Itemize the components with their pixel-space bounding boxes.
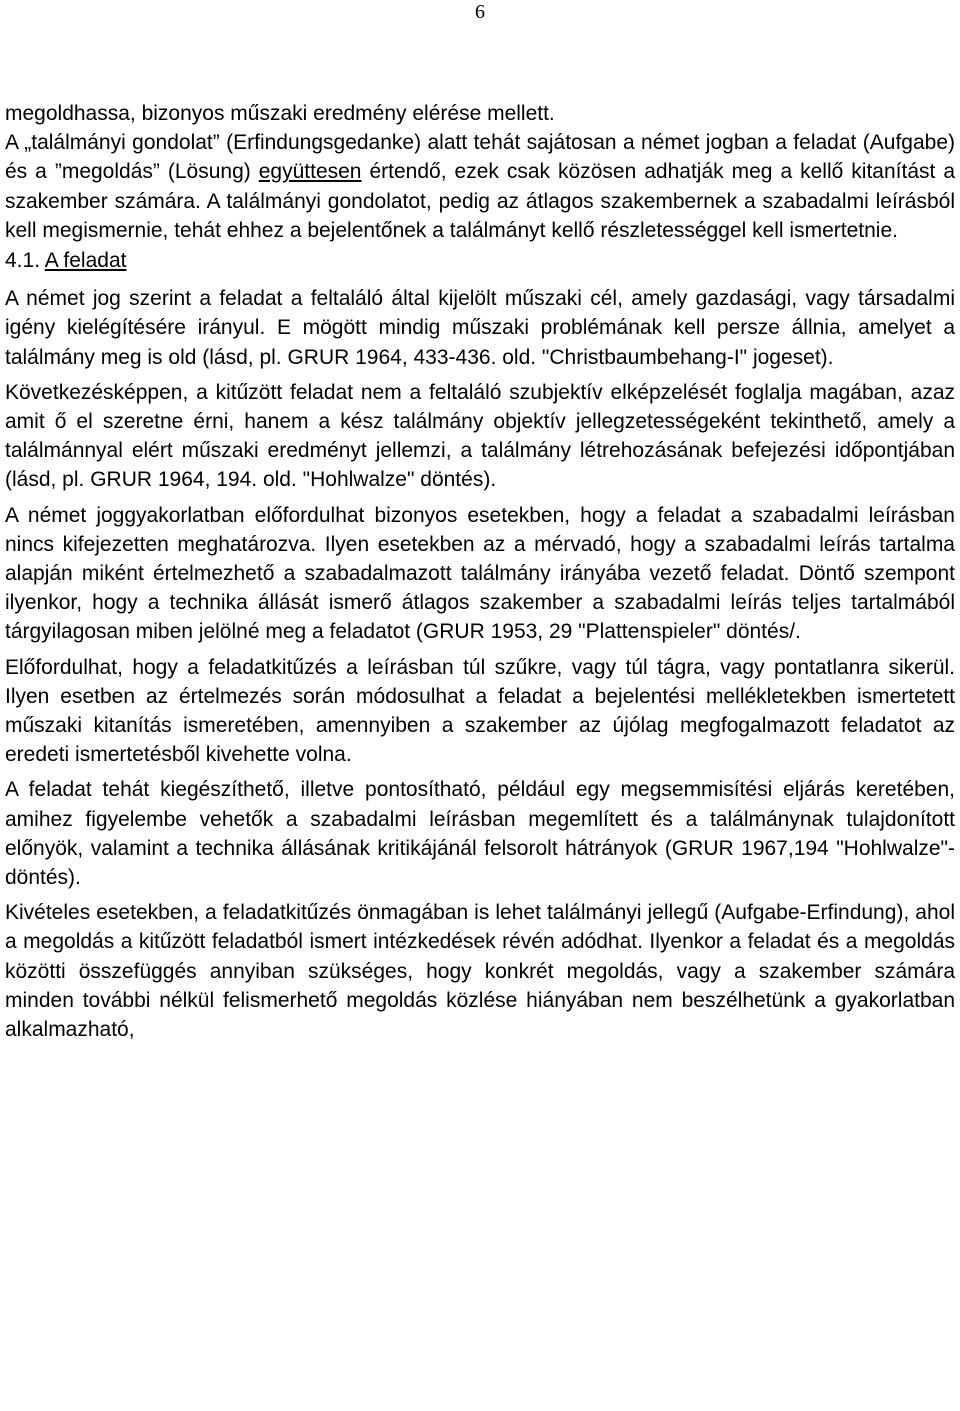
paragraph-text: A „találmányi gondolat” (Erfindungsgedanke) alatt tehát sajátosan a német jogban a feladat (Aufgabe) és a ”megoldás” (Lösung) <box>5 131 955 184</box>
page-number: 6 <box>475 1 485 23</box>
paragraph: A német jog szerint a feladat a feltaláló által kijelölt műszaki cél, amely gazdasági, vagy társadalmi igény kielégítésére irányul. E mögött mindig műszaki problémának kell persze állnia, amelyet a találmány meg is old (lásd, pl. GRUR 1964, 433-436. old. "Christbaumbehang-I" jogeset). <box>5 287 955 369</box>
paragraph: Előfordulhat, hogy a feladatkitűzés a leírásban túl szűkre, vagy túl tágra, vagy pontatlanra sikerül. Ilyen esetben az értelmezés során módosulhat a feladat a bejelentési mellékletekben ismertetett műszaki kitanítás ismeretében, amennyiben a szakember az újólag megfogalmazott feladatot az eredeti ismertetésből kivehette volna. <box>5 655 955 767</box>
paragraph: A német joggyakorlatban előfordulhat bizonyos esetekben, hogy a feladat a szabadalmi leírásban nincs kifejezetten meghatározva. Ilyen esetekben az a mérvadó, hogy a szabadalmi leírás tartalma alapján miként értelmezhető a szabadalmazott találmány irányába vezető feladat. Döntő szempont ilyenkor, hogy a technika állását ismerő átlagos szakember a szabadalmi leírás teljes tartalmából tárgyilagosan miben jelölné meg a feladatot (GRUR 1953, 29 "Plattenspieler" döntés/. <box>5 503 955 644</box>
section-title: A feladat <box>44 249 127 273</box>
paragraph-inventive-concept <box>5 128 955 245</box>
section-number: 4.1. <box>5 249 41 273</box>
paragraph: A feladat tehát kiegészíthető, illetve pontosítható, például egy megsemmisítési eljárás keretében, amihez figyelembe vehetők a szabadalmi leírásban megemlített és a találmánynak tulajdonított előnyök, valamint a technika állásának kritikájánál felsorolt hátrányok (GRUR 1967,194 "Hohlwalze"-döntés). <box>5 778 955 890</box>
paragraph-intro-continuation: megoldhassa, bizonyos műszaki eredmény elérése mellett. <box>5 102 555 125</box>
underlined-word: együttesen <box>258 160 362 184</box>
document-body <box>5 99 955 1044</box>
section-heading <box>5 246 955 275</box>
paragraph-text: értendő, ezek csak közösen adhatják meg a kellő kitanítást a szakember számára. A találmányi gondolatot, pedig az átlagos szakembernek a szabadalmi leírásból kell megismernie, tehát ehhez a bejelentőnek a találmányt kellő részletességgel kell ismertetnie. <box>5 160 955 242</box>
paragraph: Következésképpen, a kitűzött feladat nem a feltaláló szubjektív elképzelését foglalja magában, azaz amit ő el szeretne érni, hanem a kész találmány objektív jellegzetességeként tekinthető, amely a találmánnyal elért műszaki eredményt jellemzi, a találmány létrehozásának befejezési időpontjában (lásd, pl. GRUR 1964, 194. old. "Hohlwalze" döntés). <box>5 380 955 492</box>
paragraph: Kivételes esetekben, a feladatkitűzés önmagában is lehet találmányi jellegű (Aufgabe-Erfindung), ahol a megoldás a kitűzött feladatból ismert intézkedések révén adódhat. Ilyenkor a feladat és a megoldás közötti összefüggés annyiban szükséges, hogy konkrét megoldás, vagy a szakember számára minden további nélkül felismerhető megoldás közlése hiányában nem beszélhetünk a gyakorlatban alkalmazható, <box>5 901 955 1042</box>
